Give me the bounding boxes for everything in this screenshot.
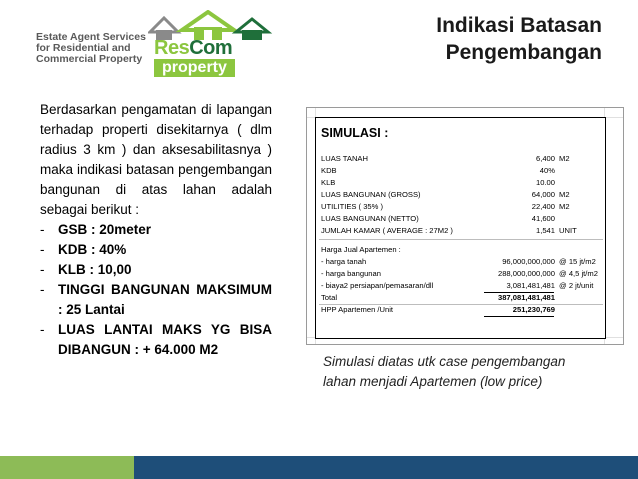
list-item-text: KLB : 10,00 (58, 262, 132, 277)
logo-tagline (36, 32, 146, 65)
table-row (319, 165, 603, 177)
logo-tagline-line: for Residential and (36, 42, 131, 54)
row-value: 387,081,481,481 (497, 293, 555, 302)
table-row (319, 292, 603, 304)
row-value: 6,400 (535, 154, 555, 163)
company-logo (36, 10, 276, 76)
brand-res: Res (154, 37, 190, 59)
row-value: 22,400 (531, 202, 555, 211)
sum-underline (484, 316, 554, 317)
row-unit: @ 2 jt/unit (559, 281, 594, 290)
logo-tagline-line: Commercial Property (36, 53, 143, 65)
row-value: 10.00 (535, 178, 555, 187)
logo-tagline-line: Estate Agent Services (36, 31, 146, 43)
row-label: Total (321, 293, 338, 302)
page-title (436, 12, 602, 66)
list-dash: - (40, 222, 45, 237)
caption-line: lahan menjadi Apartemen (low price) (323, 374, 543, 389)
list-item (40, 240, 272, 260)
row-label: LUAS BANGUNAN (GROSS) (321, 190, 421, 199)
price-header: Harga Jual Apartemen : (321, 245, 401, 254)
list-item (40, 260, 272, 280)
row-label: - harga bangunan (321, 269, 381, 278)
table-row (319, 244, 603, 256)
row-unit: @ 4,5 jt/m2 (559, 269, 598, 278)
table-row (319, 304, 603, 316)
simulation-box (315, 117, 606, 339)
table-row (319, 280, 603, 292)
row-label: LUAS BANGUNAN (NETTO) (321, 214, 419, 223)
table-divider (319, 239, 603, 240)
intro-paragraph: Berdasarkan pengamatan di lapangan terhadap properti disekitarnya ( dlm radius 3 km ) dan aksesabilitasnya ) maka indikasi batasan pengembangan bangunan di atas lahan adalah sebagai berikut : (40, 102, 272, 217)
row-label: KLB (321, 178, 336, 187)
list-dash: - (40, 242, 45, 257)
table-divider (319, 304, 603, 305)
list-item (40, 220, 272, 240)
table-row (319, 189, 603, 201)
list-item-text: KDB : 40% (58, 242, 127, 257)
row-label: UTILITIES ( 35% ) (321, 202, 384, 211)
row-value: 40% (539, 166, 555, 175)
row-label: JUMLAH KAMAR ( AVERAGE : 27M2 ) (321, 226, 453, 235)
row-value: 3,081,481,481 (506, 281, 555, 290)
table-row (319, 256, 603, 268)
simulation-title: SIMULASI : (321, 126, 389, 140)
left-text-panel (40, 100, 272, 360)
row-value: 64,000 (531, 190, 555, 199)
row-unit: M2 (559, 154, 570, 163)
list-item-text: TINGGI BANGUNAN MAKSIMUM : 25 Lantai (58, 282, 272, 317)
limits-list (40, 220, 272, 360)
row-value: 288,000,000,000 (497, 269, 555, 278)
row-value: 41,600 (531, 214, 555, 223)
simulation-caption (323, 352, 623, 392)
row-unit: @ 15 jt/m2 (559, 257, 596, 266)
list-item-text: GSB : 20meter (58, 222, 152, 237)
spreadsheet-table (306, 107, 624, 345)
row-label: HPP Apartemen /Unit (321, 305, 394, 314)
table-row (319, 268, 603, 280)
row-unit: UNIT (559, 226, 577, 235)
row-label: KDB (321, 166, 337, 175)
table-row (319, 213, 603, 225)
row-label: LUAS TANAH (321, 154, 368, 163)
row-unit: M2 (559, 190, 570, 199)
houses-logo-icon (148, 10, 276, 40)
brand-sub: property (154, 59, 235, 77)
row-label: - biaya2 persiapan/pemasaran/dll (321, 281, 434, 290)
footer-green-bar (0, 456, 134, 479)
table-row (319, 201, 603, 213)
row-value: 1,541 (535, 226, 555, 235)
caption-line: Simulasi diatas utk case pengembangan (323, 354, 566, 369)
list-item (40, 320, 272, 360)
table-row (319, 153, 603, 165)
list-dash: - (40, 262, 45, 277)
list-dash: - (40, 282, 45, 297)
row-value: 96,000,000,000 (502, 257, 555, 266)
page-title-line: Indikasi Batasan (436, 14, 602, 37)
table-row (319, 177, 603, 189)
list-item-text: LUAS LANTAI MAKS YG BISA DIBANGUN : + 64.000 M2 (58, 322, 272, 357)
table-row (319, 225, 603, 237)
list-dash: - (40, 322, 45, 337)
page-title-line: Pengembangan (445, 41, 602, 64)
list-item (40, 280, 272, 320)
row-label: - harga tanah (321, 257, 367, 266)
brand-wordmark (154, 38, 235, 77)
footer-blue-bar (134, 456, 638, 479)
row-unit: M2 (559, 202, 570, 211)
brand-com: Com (189, 37, 233, 59)
row-value: 251,230,769 (512, 305, 555, 314)
